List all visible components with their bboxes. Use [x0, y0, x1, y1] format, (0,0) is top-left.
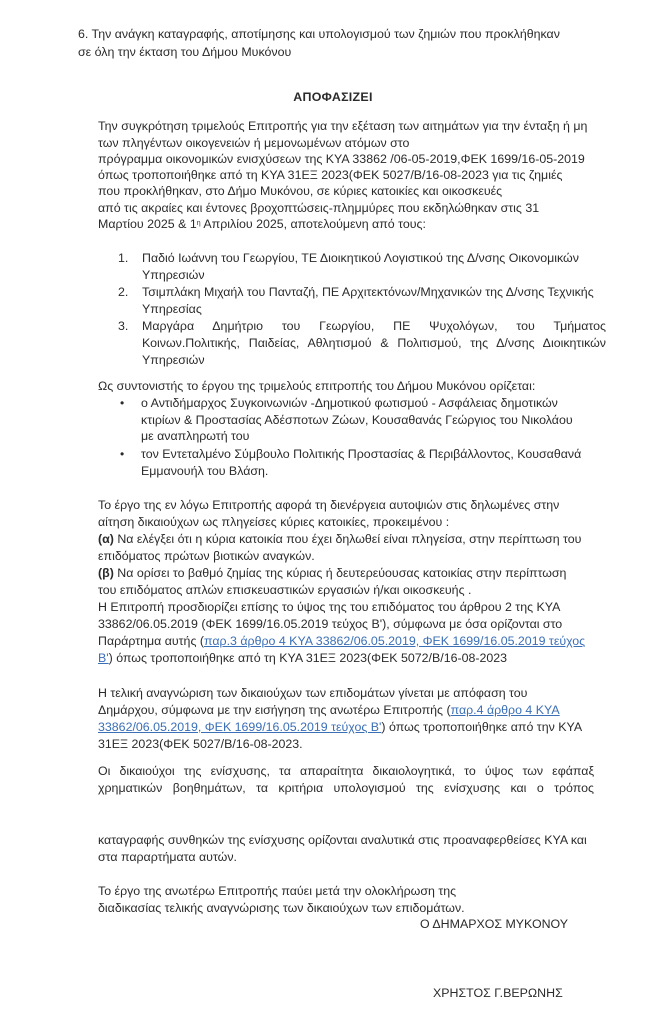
item-b-text: Να ορίσει το βαθμό ζημίας της κύριας ή δευτερεύουσας κατοικίας στην περίπτωση	[113, 566, 567, 580]
recognition-line1: Η τελική αναγνώριση των δικαιούχων των επιδομάτων γίνεται με απόφαση του	[98, 686, 528, 700]
task-c-line4-text: ) όπως τροποποιήθηκε από τη ΚΥΑ 31ΕΞ 2023(ΦΕΚ 5072/Β/16-08-2023	[108, 651, 508, 665]
task-line1: Το έργο της εν λόγω Επιτροπής αφορά τη διενέργεια αυτοψιών στις δηλωμένες στην	[98, 498, 560, 512]
bullet-icon: •	[120, 447, 125, 461]
closing-line1: Το έργο της ανωτέρω Επιτροπής παύει μετά την ολοκλήρωση της	[98, 884, 457, 898]
decision-line4: όπως τροποποιήθηκε από τη ΚΥΑ 31ΕΞ 2023(ΦΕΚ 5027/Β/16-08-2023 για τις ζημιές	[98, 168, 563, 182]
beneficiaries-line4: στα παραρτήματα αυτών.	[98, 850, 237, 864]
member-3-number: 3.	[118, 319, 129, 333]
beneficiaries-line3: καταγραφής συνθηκών της ενίσχυσης ορίζονται αναλυτικά στις προαναφερθείσες ΚΥΑ και	[98, 833, 587, 847]
decision-line3: πρόγραμμα οικονομικών ενισχύσεων της ΚΥΑ 33862 /06-05-2019,ΦΕΚ 1699/16-05-2019	[98, 152, 585, 166]
coordinator-intro: Ως συντονιστής το έργου της τριμελούς επιτροπής του Δήμου Μυκόνου ορίζεται:	[98, 379, 536, 393]
signature-name: ΧΡΗΣΤΟΣ Γ.ΒΕΡΩΝΗΣ	[433, 986, 563, 1000]
member-2-line2: Υπηρεσίας	[142, 302, 202, 316]
legal-reference-link-par3[interactable]: παρ.3 άρθρο 4 ΚΥΑ 33862/06.05.2019, ΦΕΚ 1699/16.05.2019 τεύχος	[204, 634, 586, 648]
task-item-b-line2: του επιδόματος απλών επισκευαστικών εργασιών ή/και οικοσκευής .	[98, 583, 472, 597]
coordinator-bullet-1-line1: ο Αντιδήμαρχος Συγκοινωνιών -Δημοτικού φωτισμού - Ασφάλειας δημοτικών	[141, 396, 558, 410]
beneficiaries-line2: χρηματικών βοηθημάτων, τα κριτήρια υπολογισμού της ενίσχυσης και ο τρόπος	[98, 781, 594, 795]
coordinator-bullet-2-line2: Εμμανουήλ του Βλάση.	[141, 464, 269, 478]
member-2-line1: Τσιμπλάκη Μιχαήλ του Πανταζή, ΠΕ Αρχιτεκτόνων/Μηχανικών της Δ/νσης Τεχνικής	[142, 285, 594, 299]
decision-line6: από τις ακραίες και έντονες βροχοπτώσεις-πλημμύρες που εκδηλώθηκαν στις 31	[98, 201, 540, 215]
decision-heading: ΑΠΟΦΑΣΙΖΕΙ	[293, 90, 373, 104]
task-c-line4	[98, 650, 507, 667]
intro-item-line1: 6. Την ανάγκη καταγραφής, αποτίμησης και υπολογισμού των ζημιών που προκλήθηκαν	[78, 27, 560, 41]
decision-line7-rest: Απριλίου 2025, αποτελούμενη από τους:	[200, 217, 426, 231]
task-c-line3-text: Παράρτημα αυτής (	[98, 634, 204, 648]
task-c-line2: 33862/06.05.2019 (ΦΕΚ 1699/16.05.2019 τεύχος Β'), σύμφωνα με όσα ορίζονται στο	[98, 617, 563, 631]
task-item-a-line1	[98, 531, 581, 548]
superscript-eta: η	[196, 220, 201, 227]
intro-item-line2: σε όλη την έκταση του Δήμου Μυκόνου	[78, 45, 292, 59]
recognition-line3	[98, 719, 582, 736]
legal-reference-link-par3-cont[interactable]: Β'	[98, 651, 109, 665]
decision-line5: που προκλήθηκαν, στο Δήμο Μυκόνου, σε κύριες κατοικίες και οικοσκευές	[98, 184, 503, 198]
recognition-line2-text: Δημάρχου, σύμφωνα με την εισήγηση της ανωτέρω Επιτροπής (	[98, 703, 451, 717]
item-b-label: (β)	[98, 566, 114, 580]
recognition-line4: 31ΕΞ 2023(ΦΕΚ 5027/Β/16-08-2023.	[98, 737, 303, 751]
task-c-line3	[98, 633, 585, 650]
legal-reference-link-par4-cont[interactable]: 33862/06.05.2019, ΦΕΚ 1699/16.05.2019 τεύχος Β'	[98, 720, 382, 734]
decision-line2: των πληγέντων οικογενειών ή μεμονωμένων ατόμων στο	[98, 136, 410, 150]
decision-line7	[98, 216, 426, 233]
item-a-text: Να ελέγξει ότι η κύρια κατοικία που έχει δηλωθεί είναι πληγείσα, στην περίπτωση του	[113, 532, 582, 546]
decision-line7-text: Μαρτίου 2025 & 1	[98, 217, 197, 231]
coordinator-bullet-1-line2: κτιρίων & Προστασίας Αδέσποτων Ζώων, Κουσαθανάς Γεώργιος του Νικολάου	[141, 413, 573, 427]
member-3-line2: Κοινων.Πολιτικής, Παιδείας, Αθλητισμού & Πολιτισμού, της Δ/νσης Διοικητικών	[142, 336, 606, 350]
member-2-number: 2.	[118, 285, 129, 299]
bullet-icon: •	[120, 396, 125, 410]
member-1-line1: Παδιό Ιωάννη του Γεωργίου, ΤΕ Διοικητικού Λογιστικού της Δ/νσης Οικονομικών	[142, 251, 579, 265]
signature-title: Ο ΔΗΜΑΡΧΟΣ ΜΥΚΟΝΟΥ	[420, 917, 569, 931]
task-line2: αίτηση δικαιούχων ως πληγείσες κύριες κατοικίες, προκειμένου :	[98, 515, 450, 529]
recognition-line3-text: ) όπως τροποποιήθηκε από την ΚΥΑ	[381, 720, 583, 734]
decision-line1: Την συγκρότηση τριμελούς Επιτροπής για την εξέταση των αιτημάτων για την ένταξη ή μη	[98, 119, 588, 133]
recognition-line2	[98, 702, 560, 719]
coordinator-bullet-2-line1: τον Εντεταλμένο Σύμβουλο Πολιτικής Προστασίας & Περιβάλλοντος, Κουσαθανά	[141, 447, 582, 461]
member-3-line1: Μαργάρα Δημήτριο του Γεωργίου, ΠΕ Ψυχολόγων, του Τμήματος	[142, 319, 606, 333]
task-item-a-line2: επιδόματος πρώτων βιοτικών αναγκών.	[98, 549, 315, 563]
coordinator-bullet-1-line3: με αναπληρωτή του	[141, 429, 250, 443]
closing-line2: διαδικασίας τελικής αναγνώρισης των δικαιούχων των επιδομάτων.	[98, 901, 465, 915]
task-item-b-line1	[98, 565, 566, 582]
member-3-line3: Υπηρεσιών	[142, 353, 205, 367]
beneficiaries-line1: Οι δικαιούχοι της ενίσχυσης, τα απαραίτητα δικαιολογητικά, το ύψος των εφάπαξ	[98, 764, 594, 778]
legal-reference-link-par4[interactable]: παρ.4 άρθρο 4 ΚΥΑ	[450, 703, 560, 717]
member-1-number: 1.	[118, 251, 129, 265]
member-1-line2: Υπηρεσιών	[142, 268, 205, 282]
task-c-line1: Η Επιτροπή προσδιορίζει επίσης το ύψος της του επιδόματος του άρθρου 2 της ΚΥΑ	[98, 600, 561, 614]
item-a-label: (α)	[98, 532, 114, 546]
